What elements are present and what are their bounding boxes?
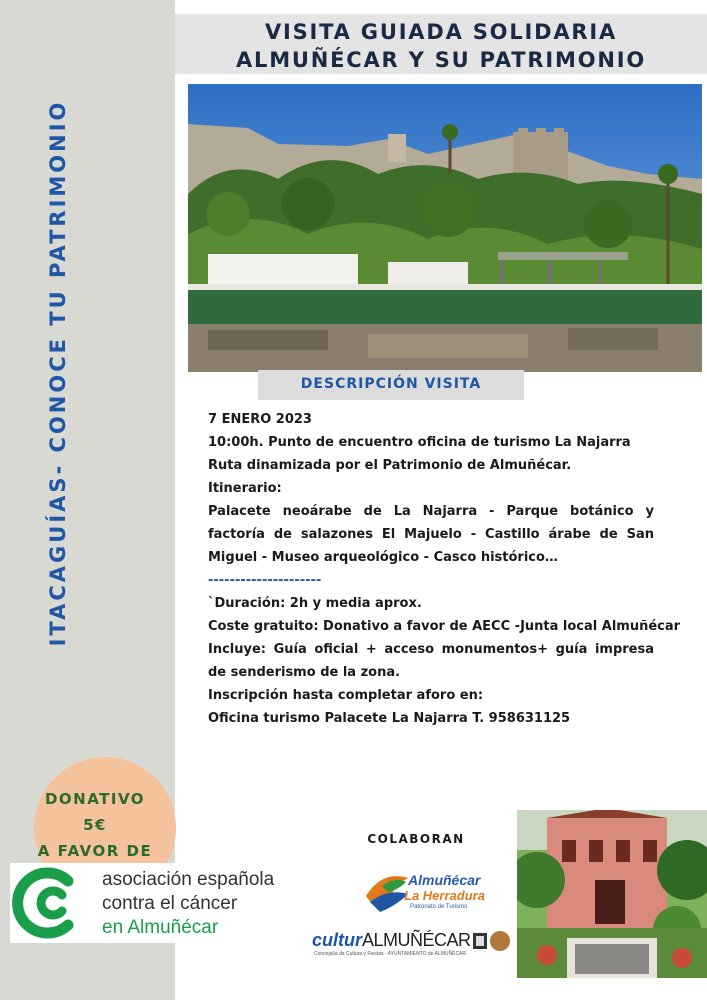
- route-info: Ruta dinamizada por el Patrimonio de Almuñécar.: [208, 458, 572, 473]
- duration: `Duración: 2h y media aprox.: [208, 596, 422, 611]
- tourism-logo-line-3: Patronato de Turismo: [410, 904, 468, 910]
- meeting-point: 10:00h. Punto de encuentro oficina de turismo La Najarra: [208, 435, 631, 450]
- itinerary-text: Palacete neoárabe de La Najarra - Parque botánico y factoría de salazones El Majuelo - Castillo árabe de San Miguel - Museo arqueológico - Casco histórico…: [208, 504, 654, 565]
- donation-label: DONATIVO: [44, 790, 146, 808]
- title-box: [175, 14, 707, 74]
- donation-recipient: A FAVOR DE: [37, 842, 153, 860]
- visit-date: 7 ENERO 2023: [208, 412, 312, 427]
- description-heading: DESCRIPCIÓN VISITA: [258, 370, 524, 400]
- palace-photo: [517, 810, 707, 978]
- cultur-logo: [312, 930, 471, 951]
- aecc-line-2: contra el cáncer: [102, 893, 238, 914]
- aecc-logo-icon: [10, 863, 90, 943]
- cost: Coste gratuito: Donativo a favor de AECC -Junta local Almuñécar: [208, 619, 681, 634]
- municipal-crest-icon: [472, 930, 510, 952]
- collaborators-label: COLABORAN: [367, 832, 465, 846]
- divider: ---------------------: [208, 573, 322, 588]
- visit-description: [208, 408, 681, 730]
- title-line-2: ALMUÑÉCAR Y SU PATRIMONIO: [235, 48, 647, 72]
- itinerary-label: Itinerario:: [208, 481, 282, 496]
- donation-amount: 5€: [83, 816, 107, 834]
- side-title: [28, 78, 88, 668]
- aecc-line-1: asociación española: [102, 869, 275, 890]
- title-line-1: VISITA GUIADA SOLIDARIA: [264, 20, 618, 44]
- cultur-logo-part-2: ALMUÑÉCAR: [362, 930, 471, 950]
- tourism-logo-line-1: Almuñécar: [408, 872, 481, 888]
- aecc-logo: [10, 863, 314, 943]
- cultur-logo-subtitle: Concejalía de Cultura y Fiestas · AYUNTAMIENTO de ALMUÑÉCAR: [314, 951, 466, 957]
- registration: Inscripción hasta completar aforo en:: [208, 688, 484, 703]
- side-title-text: ITACAGUÍAS- CONOCE TU PATRIMONIO: [46, 99, 70, 647]
- tourism-logo-line-2: La Herradura: [404, 888, 485, 903]
- aecc-line-3: en Almuñécar: [102, 917, 219, 938]
- tourism-office: Oficina turismo Palacete La Najarra T. 958631125: [208, 711, 571, 726]
- castle-photo: [188, 84, 702, 372]
- includes: Incluye: Guía oficial + acceso monumentos+ guía impresa de senderismo de la zona.: [208, 642, 654, 680]
- cultur-logo-part-1: cultur: [312, 930, 363, 950]
